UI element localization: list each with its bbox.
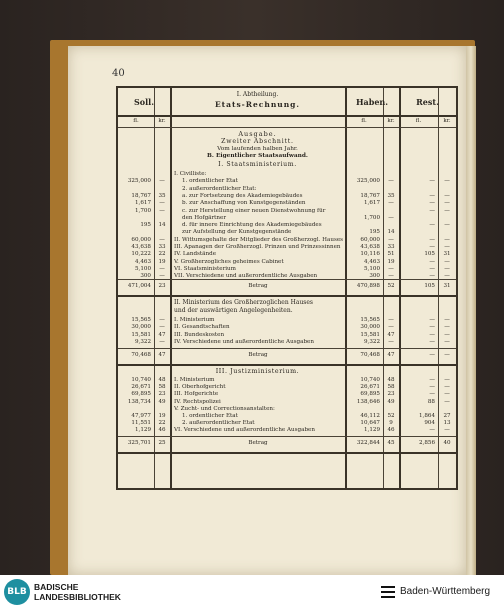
row-value-sf: 15,565 [131,317,151,323]
total-value-hk: 45 [387,440,395,446]
total-value-hf: 70,468 [360,352,380,358]
row-value-hk: — [388,200,394,207]
row-value-rf: — [429,384,435,391]
row-value-rk: — [444,273,450,280]
row-value-rk: — [444,265,450,272]
page-number: 40 [112,68,125,79]
row-value-sk: 19 [158,413,166,419]
units-rule [118,127,456,128]
total-value-rk: 31 [443,283,451,289]
blb-name-line2: LANDESBIBLIOTHEK [34,592,121,602]
row-value-hf: 15,565 [360,317,380,323]
row-value-hf: 69,895 [360,391,380,398]
row-value-sk: — [159,317,165,323]
row-value-rk: — [444,427,450,434]
blb-name[interactable] [34,582,121,602]
row-description: b. zur Anschaffung von Kunstgegenständen [182,200,306,207]
row-value-hf: 138,646 [356,398,380,405]
total-value-rf: 2,856 [418,440,435,446]
row-value-rf: — [429,236,435,243]
row-value-rk: — [444,377,450,383]
row-value-hk: — [388,338,394,345]
row-value-sf: 9,322 [134,338,151,345]
row-value-sf: 10,222 [131,251,151,258]
row-value-hk: 23 [387,391,395,398]
section-2-heading-line1: II. Ministerium des Großherzoglichen Hauses [174,299,314,306]
row-value-hk: 51 [387,251,395,258]
row-value-sf: 43,638 [131,244,151,250]
row-description: VI. Staatsministerium [174,265,236,272]
row-value-hk: 9 [389,420,393,427]
row-description: zur Aufstellung der Kunstgegenstände [182,229,292,236]
unit-kr: kr. [443,118,451,124]
row-value-rf: — [429,338,435,345]
row-value-sf: 30,000 [131,324,151,331]
row-value-hf: 10,647 [360,420,380,427]
row-value-sk: 23 [158,391,166,398]
row-value-hk: 47 [387,331,395,338]
section-rule [118,295,456,297]
row-value-rf: — [429,273,435,280]
row-value-sk: 19 [158,258,166,265]
row-value-rf: — [429,377,435,383]
row-description: III. Bundeskosten [174,331,225,338]
row-description: 1. ordentlicher Etat [182,178,238,185]
total-value-hk: 52 [387,283,395,289]
row-value-sk: 33 [158,244,166,250]
row-value-rf: — [429,391,435,398]
total-value-rk: — [444,352,450,358]
section-2-heading-line2: und der auswärtigen Angelegenheiten. [174,307,293,314]
row-value-rf: — [429,324,435,331]
row-value-sf: 60,000 [131,236,151,243]
row-description: I. Civilliste: [174,171,207,177]
row-value-hk: — [388,265,394,272]
total-value-sk: 25 [158,440,166,446]
row-description: I. Ministerium [174,317,215,323]
row-value-hf: 10,116 [360,251,380,258]
row-value-sk: — [159,178,165,185]
row-value-hk: — [388,214,394,221]
row-value-rk: — [444,200,450,207]
header-rest: Rest. [416,97,439,107]
row-value-sk: 22 [158,420,166,427]
total-label: Betrag [248,440,268,446]
row-value-rk: — [444,331,450,338]
footer-bar [0,575,504,608]
row-value-rk: 27 [443,413,451,419]
section-heading-line2: Zweiter Abschnitt. [221,138,294,145]
row-value-sf: 300 [140,273,151,280]
row-value-sf: 69,895 [131,391,151,398]
row-value-rf: — [429,258,435,265]
row-value-hk: 14 [387,229,395,236]
row-value-rk: — [444,192,450,199]
header-title-line2: Etats-Rechnung. [214,100,301,109]
total-label: Betrag [248,283,268,289]
section-heading-line3: Vom laufenden halben Jahr. [217,146,298,152]
row-value-rk: 13 [443,420,451,427]
row-value-hf: 30,000 [360,324,380,331]
row-value-hf: 1,700 [363,214,380,221]
section-3-heading: III. Justizministerium. [215,368,300,375]
row-description: 1. ordentlicher Etat [182,413,238,419]
row-value-sk: — [159,273,165,280]
row-description: d. für innere Einrichtung des Akademiegebäudes [182,222,322,229]
row-value-rf: — [429,192,435,199]
row-value-hk: 33 [387,244,395,250]
row-value-hk: — [388,317,394,323]
row-value-hf: 195 [369,229,380,236]
total-value-hk: 47 [387,352,395,358]
row-value-rk: — [444,324,450,331]
row-description: II. Gesandtschaften [174,324,230,331]
header-rule [118,115,456,117]
unit-kr: kr. [387,118,395,124]
row-value-rf: — [429,427,435,434]
row-value-hf: 1,617 [363,200,380,207]
row-value-sf: 47,977 [131,413,151,419]
row-value-rf: — [429,178,435,185]
total-value-sk: 23 [158,283,166,289]
row-value-sk: — [159,200,165,207]
row-value-hf: 1,129 [363,427,380,434]
row-value-rf: 88 [427,398,435,405]
row-value-sf: 26,671 [131,384,151,391]
total-value-sf: 70,468 [131,352,151,358]
row-value-sf: 1,129 [134,427,151,434]
row-value-sk: 22 [158,251,166,258]
row-value-sf: 1,617 [134,200,151,207]
section-heading-line1: Ausgabe. [238,130,277,138]
row-value-hf: 10,740 [360,377,380,383]
row-value-rf: — [429,265,435,272]
row-value-hk: 58 [387,384,395,391]
row-value-rk: — [444,384,450,391]
row-value-sk: 47 [158,331,166,338]
total-label: Betrag [248,352,268,358]
row-value-hk: 52 [387,413,395,419]
header-haben: Haben. [355,97,389,107]
row-value-rk: — [444,207,450,214]
page-edge [466,46,476,575]
section-heading-line5: I. Staatsministerium. [218,161,297,168]
row-value-hf: 26,671 [360,384,380,391]
row-value-sk: 14 [158,222,166,229]
row-value-rf: — [429,244,435,250]
row-value-sf: 138,734 [127,398,151,405]
row-value-rk: — [444,236,450,243]
row-value-hf: 4,463 [363,258,380,265]
row-value-hk: — [388,236,394,243]
row-description: III. Hofgerichte [174,391,219,398]
baden-wuerttemberg-label[interactable]: Baden-Württemberg [400,586,491,597]
total-value-rf: — [429,352,435,358]
row-description: c. zur Herstellung einer neuen Dienstwohnung für [182,207,326,214]
total-value-rk: 40 [443,440,451,446]
row-value-rk: — [444,258,450,265]
total-value-rf: 105 [424,283,435,289]
row-value-hf: 300 [369,273,380,280]
unit-kr: kr. [158,118,166,124]
row-value-rf: — [429,317,435,323]
row-value-hk: 49 [387,398,395,405]
row-value-rk: — [444,178,450,185]
row-value-hk: — [388,273,394,280]
row-value-hf: 18,767 [360,192,380,199]
row-value-hk: — [388,324,394,331]
baden-wuerttemberg-lion-icon[interactable] [380,584,396,600]
row-value-sf: 10,740 [131,377,151,383]
row-value-rf: — [429,331,435,338]
row-description: I. Ministerium [174,377,215,383]
unit-fl: fl. [415,118,422,124]
section-rule [118,452,456,454]
row-value-rk: — [444,222,450,229]
row-value-sf: 325,000 [127,178,151,185]
row-value-sf: 15,581 [131,331,151,338]
row-value-hk: — [388,178,394,185]
row-description: a. zur Fortsetzung des Akademiegebäudes [182,192,303,199]
row-description: V. Zucht- und Correctionsanstalten: [174,405,275,412]
row-value-rf: 105 [424,251,435,258]
row-value-hf: 46,112 [360,413,380,419]
subtotal-rule [118,279,456,280]
row-value-rf: 1,864 [418,413,435,419]
row-value-sk: 48 [158,377,166,383]
unit-fl: fl. [361,118,367,124]
row-description: 2. außerordentlicher Etat: [182,185,257,192]
row-value-rk: 31 [443,251,451,258]
row-value-sf: 195 [140,222,151,229]
row-value-hf: 60,000 [360,236,380,243]
row-value-sk: 35 [158,192,166,199]
row-value-hk: 48 [387,377,395,383]
row-description: II. Oberhofgericht [174,384,226,391]
total-value-sf: 325,701 [127,440,151,446]
row-description: IV. Verschiedene und außerordentliche Ausgaben [174,338,314,345]
row-description: VI. Verschiedene und außerordentliche Ausgaben [174,427,315,434]
row-value-hf: 5,100 [363,265,380,272]
header-title-line1: I. Abtheilung. [236,91,279,98]
row-description: 2. außerordentlicher Etat [182,420,255,427]
row-value-rk: — [444,244,450,250]
section-rule [118,364,456,366]
row-value-rk: — [444,338,450,345]
ledger-table [116,86,458,490]
row-value-sk: — [159,324,165,331]
unit-fl: fl. [133,118,139,124]
row-value-hf: 325,000 [356,178,380,185]
row-value-rk: — [444,391,450,398]
row-value-sf: 1,700 [134,207,151,214]
row-value-hk: 19 [387,258,395,265]
row-value-sk: — [159,236,165,243]
row-value-sf: 5,100 [134,265,151,272]
row-value-rf: — [429,222,435,229]
row-value-rk: — [444,317,450,323]
blb-logo[interactable]: BLB [4,579,30,605]
row-value-hf: 9,322 [363,338,380,345]
row-value-rf: 904 [424,420,435,427]
total-value-sf: 471,004 [127,283,151,289]
row-value-sk: 49 [158,398,166,405]
total-value-hf: 470,898 [356,283,380,289]
subtotal-rule [118,348,456,349]
row-description: II. Wittumsgehalte der Mitglieder des Großherzogl. Hauses [174,236,344,243]
row-description: IV. Rechtspolizei [174,398,221,405]
row-value-rk: — [444,398,450,405]
row-value-rf: — [429,207,435,214]
section-heading-line4: B. Eigentlicher Staatsaufwand. [207,153,308,159]
blb-name-line1: BADISCHE [34,582,79,592]
row-value-hk: 35 [387,192,395,199]
subtotal-rule [118,436,456,437]
row-description: VII. Verschiedene und außerordentliche Ausgaben [174,273,318,280]
row-value-hf: 15,581 [360,331,380,338]
row-value-sf: 4,463 [134,258,151,265]
total-value-hf: 322,844 [356,440,380,446]
row-value-sk: 58 [158,384,166,391]
header-soll: Soll. [134,97,154,107]
row-value-sk: — [159,338,165,345]
row-description: den Hofgärtner [182,214,227,221]
total-value-sk: 47 [158,352,166,358]
row-description: V. Großherzogliches geheimes Cabinet [174,258,284,265]
row-description: III. Apanagen der Großherzogl. Prinzen und Prinzessinnen [174,244,341,250]
row-description: IV. Landstände [174,251,217,258]
row-value-sf: 18,767 [131,192,151,199]
row-value-sf: 11,551 [131,420,151,427]
row-value-sk: — [159,207,165,214]
row-value-sk: 46 [158,427,166,434]
row-value-rf: — [429,200,435,207]
row-value-sk: — [159,265,165,272]
row-value-hk: 46 [387,427,395,434]
row-value-hf: 43,638 [360,244,380,250]
